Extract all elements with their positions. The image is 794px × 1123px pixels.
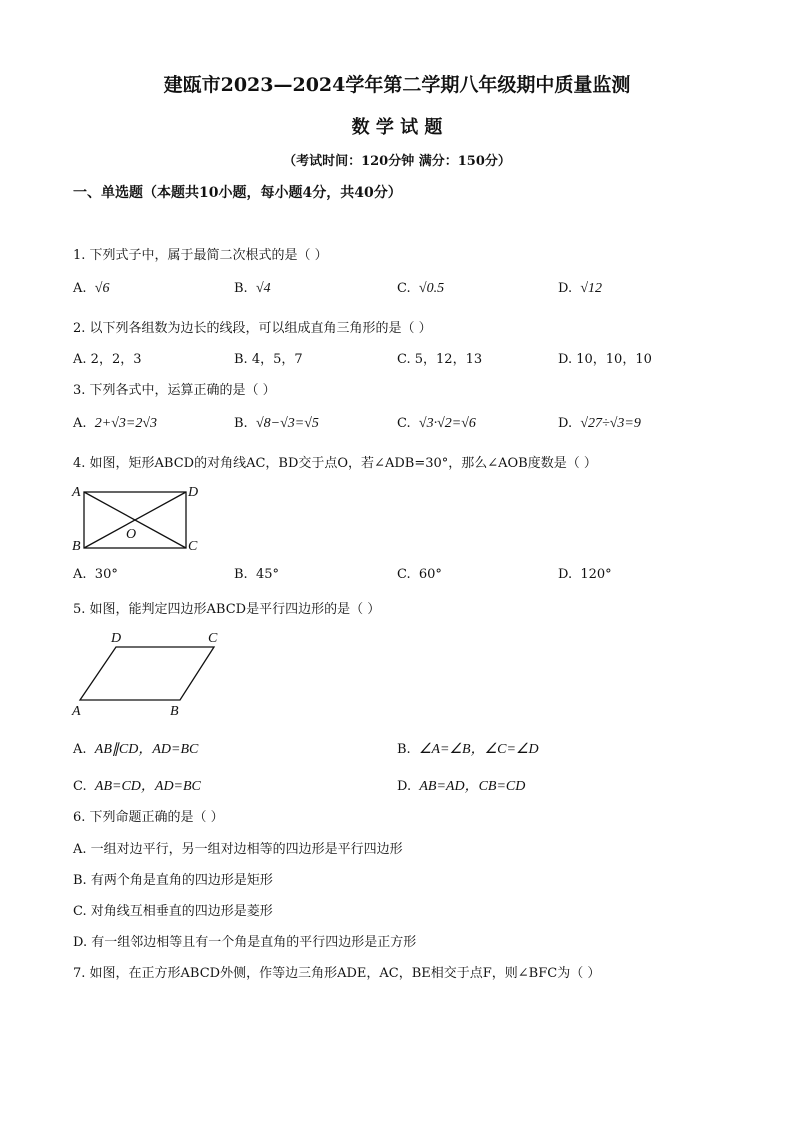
q3-option-a[interactable] (73, 416, 157, 432)
option-text: √3·√2=√6 (418, 416, 476, 431)
option-letter: D. (558, 567, 573, 582)
option-letter: D. (397, 779, 412, 794)
q2-option-d[interactable] (558, 348, 652, 367)
q4-option-b[interactable] (234, 567, 279, 582)
q6-option-a[interactable] (73, 838, 403, 857)
q6-option-b[interactable] (73, 869, 273, 888)
option-letter: B. (397, 742, 411, 757)
option-letter: C. (397, 416, 411, 431)
label-a: A (72, 485, 81, 500)
q5-option-a[interactable] (73, 738, 198, 758)
option-letter: D. (73, 935, 88, 950)
q1-option-a[interactable] (73, 281, 109, 297)
q1-option-d[interactable] (558, 281, 602, 297)
parallelogram-abcd (80, 647, 214, 700)
option-text: 60° (418, 567, 442, 582)
option-text: 4，5，7 (251, 352, 303, 367)
option-text: √4 (255, 281, 271, 296)
q5-option-c[interactable] (73, 775, 201, 795)
option-letter: A. (73, 416, 87, 431)
option-text: √6 (94, 281, 110, 296)
option-text: 30° (94, 567, 118, 582)
subject-title: 数 学 试 题 (351, 117, 443, 138)
question-3-stem: 3. 下列各式中，运算正确的是（ ） (73, 383, 276, 398)
option-text: AB=CD，AD=BC (94, 779, 201, 794)
option-letter: B. (73, 873, 87, 888)
question-2-stem: 2. 以下列各组数为边长的线段，可以组成直角三角形的是（ ） (73, 321, 432, 336)
exam-info: （考试时间：120分钟 满分：150分） (283, 154, 511, 169)
question-4-stem: 4. 如图，矩形ABCD的对角线AC，BD交于点O，若∠ADB=30°，那么∠AOB度数是（ ） (73, 456, 597, 471)
option-letter: A. (73, 567, 87, 582)
q4-option-a[interactable] (73, 567, 118, 582)
option-text: 对角线互相垂直的四边形是菱形 (90, 904, 273, 919)
q6-option-c[interactable] (73, 900, 273, 919)
option-letter: B. (234, 567, 248, 582)
option-letter: A. (73, 842, 87, 857)
q2-option-a[interactable] (73, 348, 142, 367)
label-o: O (126, 527, 137, 542)
option-text: 有两个角是直角的四边形是矩形 (90, 873, 273, 888)
q3-option-b[interactable] (234, 416, 319, 432)
question-6-stem: 6. 下列命题正确的是（ ） (73, 810, 224, 825)
option-text: AB=AD，CB=CD (419, 779, 526, 794)
question-1-stem: 1. 下列式子中，属于最简二次根式的是（ ） (73, 248, 328, 263)
label-c: C (188, 539, 198, 554)
q3-option-d[interactable] (558, 416, 641, 432)
option-text: √27÷√3=9 (580, 416, 641, 431)
option-letter: A. (73, 352, 87, 367)
option-letter: B. (234, 281, 248, 296)
option-text: 2，2，3 (90, 352, 142, 367)
question-5-stem: 5. 如图，能判定四边形ABCD是平行四边形的是（ ） (73, 602, 381, 617)
option-letter: B. (234, 416, 248, 431)
q6-option-d[interactable] (73, 931, 416, 950)
label-d: D (111, 631, 122, 646)
option-text: AB∥CD，AD=BC (94, 742, 199, 757)
option-letter: C. (73, 779, 87, 794)
label-d: D (188, 485, 199, 500)
option-letter: C. (397, 281, 411, 296)
label-b: B (170, 704, 179, 719)
option-text: 5，12，13 (414, 352, 483, 367)
label-b: B (72, 539, 81, 554)
option-text: 有一组邻边相等且有一个角是直角的平行四边形是正方形 (91, 935, 417, 950)
q1-option-c[interactable] (397, 281, 444, 297)
option-text: √8−√3=√5 (255, 416, 319, 431)
option-letter: A. (73, 281, 87, 296)
option-text: 120° (580, 567, 612, 582)
q3-option-c[interactable] (397, 416, 476, 432)
option-letter: D. (558, 281, 573, 296)
option-letter: C. (397, 567, 411, 582)
exam-title: 建瓯市2023—2024学年第二学期八年级期中质量监测 (163, 74, 631, 96)
option-letter: D. (558, 352, 573, 367)
parallelogram-figure (68, 625, 238, 720)
q2-option-b[interactable] (234, 348, 303, 367)
option-text: 2+√3=2√3 (94, 416, 158, 431)
option-text: √12 (580, 281, 603, 296)
question-7-stem: 7. 如图，在正方形ABCD外侧，作等边三角形ADE，AC，BE相交于点F，则∠BFC为（ ） (73, 966, 601, 981)
q4-option-d[interactable] (558, 567, 612, 582)
q4-option-c[interactable] (397, 567, 442, 582)
option-letter: C. (397, 352, 411, 367)
label-a: A (72, 704, 81, 719)
option-letter: A. (73, 742, 87, 757)
option-text: ∠A=∠B，∠C=∠D (418, 742, 539, 757)
option-letter: B. (234, 352, 248, 367)
option-letter: C. (73, 904, 87, 919)
q1-option-b[interactable] (234, 281, 271, 297)
rectangle-figure (68, 478, 218, 558)
option-text: 一组对边平行，另一组对边相等的四边形是平行四边形 (90, 842, 403, 857)
label-c: C (208, 631, 218, 646)
option-text: 10，10，10 (576, 352, 652, 367)
section-heading: 一、单选题（本题共10小题，每小题4分，共40分） (73, 185, 402, 201)
q2-option-c[interactable] (397, 348, 482, 367)
q5-option-d[interactable] (397, 775, 525, 795)
option-text: √0.5 (418, 281, 445, 296)
option-letter: D. (558, 416, 573, 431)
q5-option-b[interactable] (397, 738, 539, 758)
option-text: 45° (255, 567, 279, 582)
